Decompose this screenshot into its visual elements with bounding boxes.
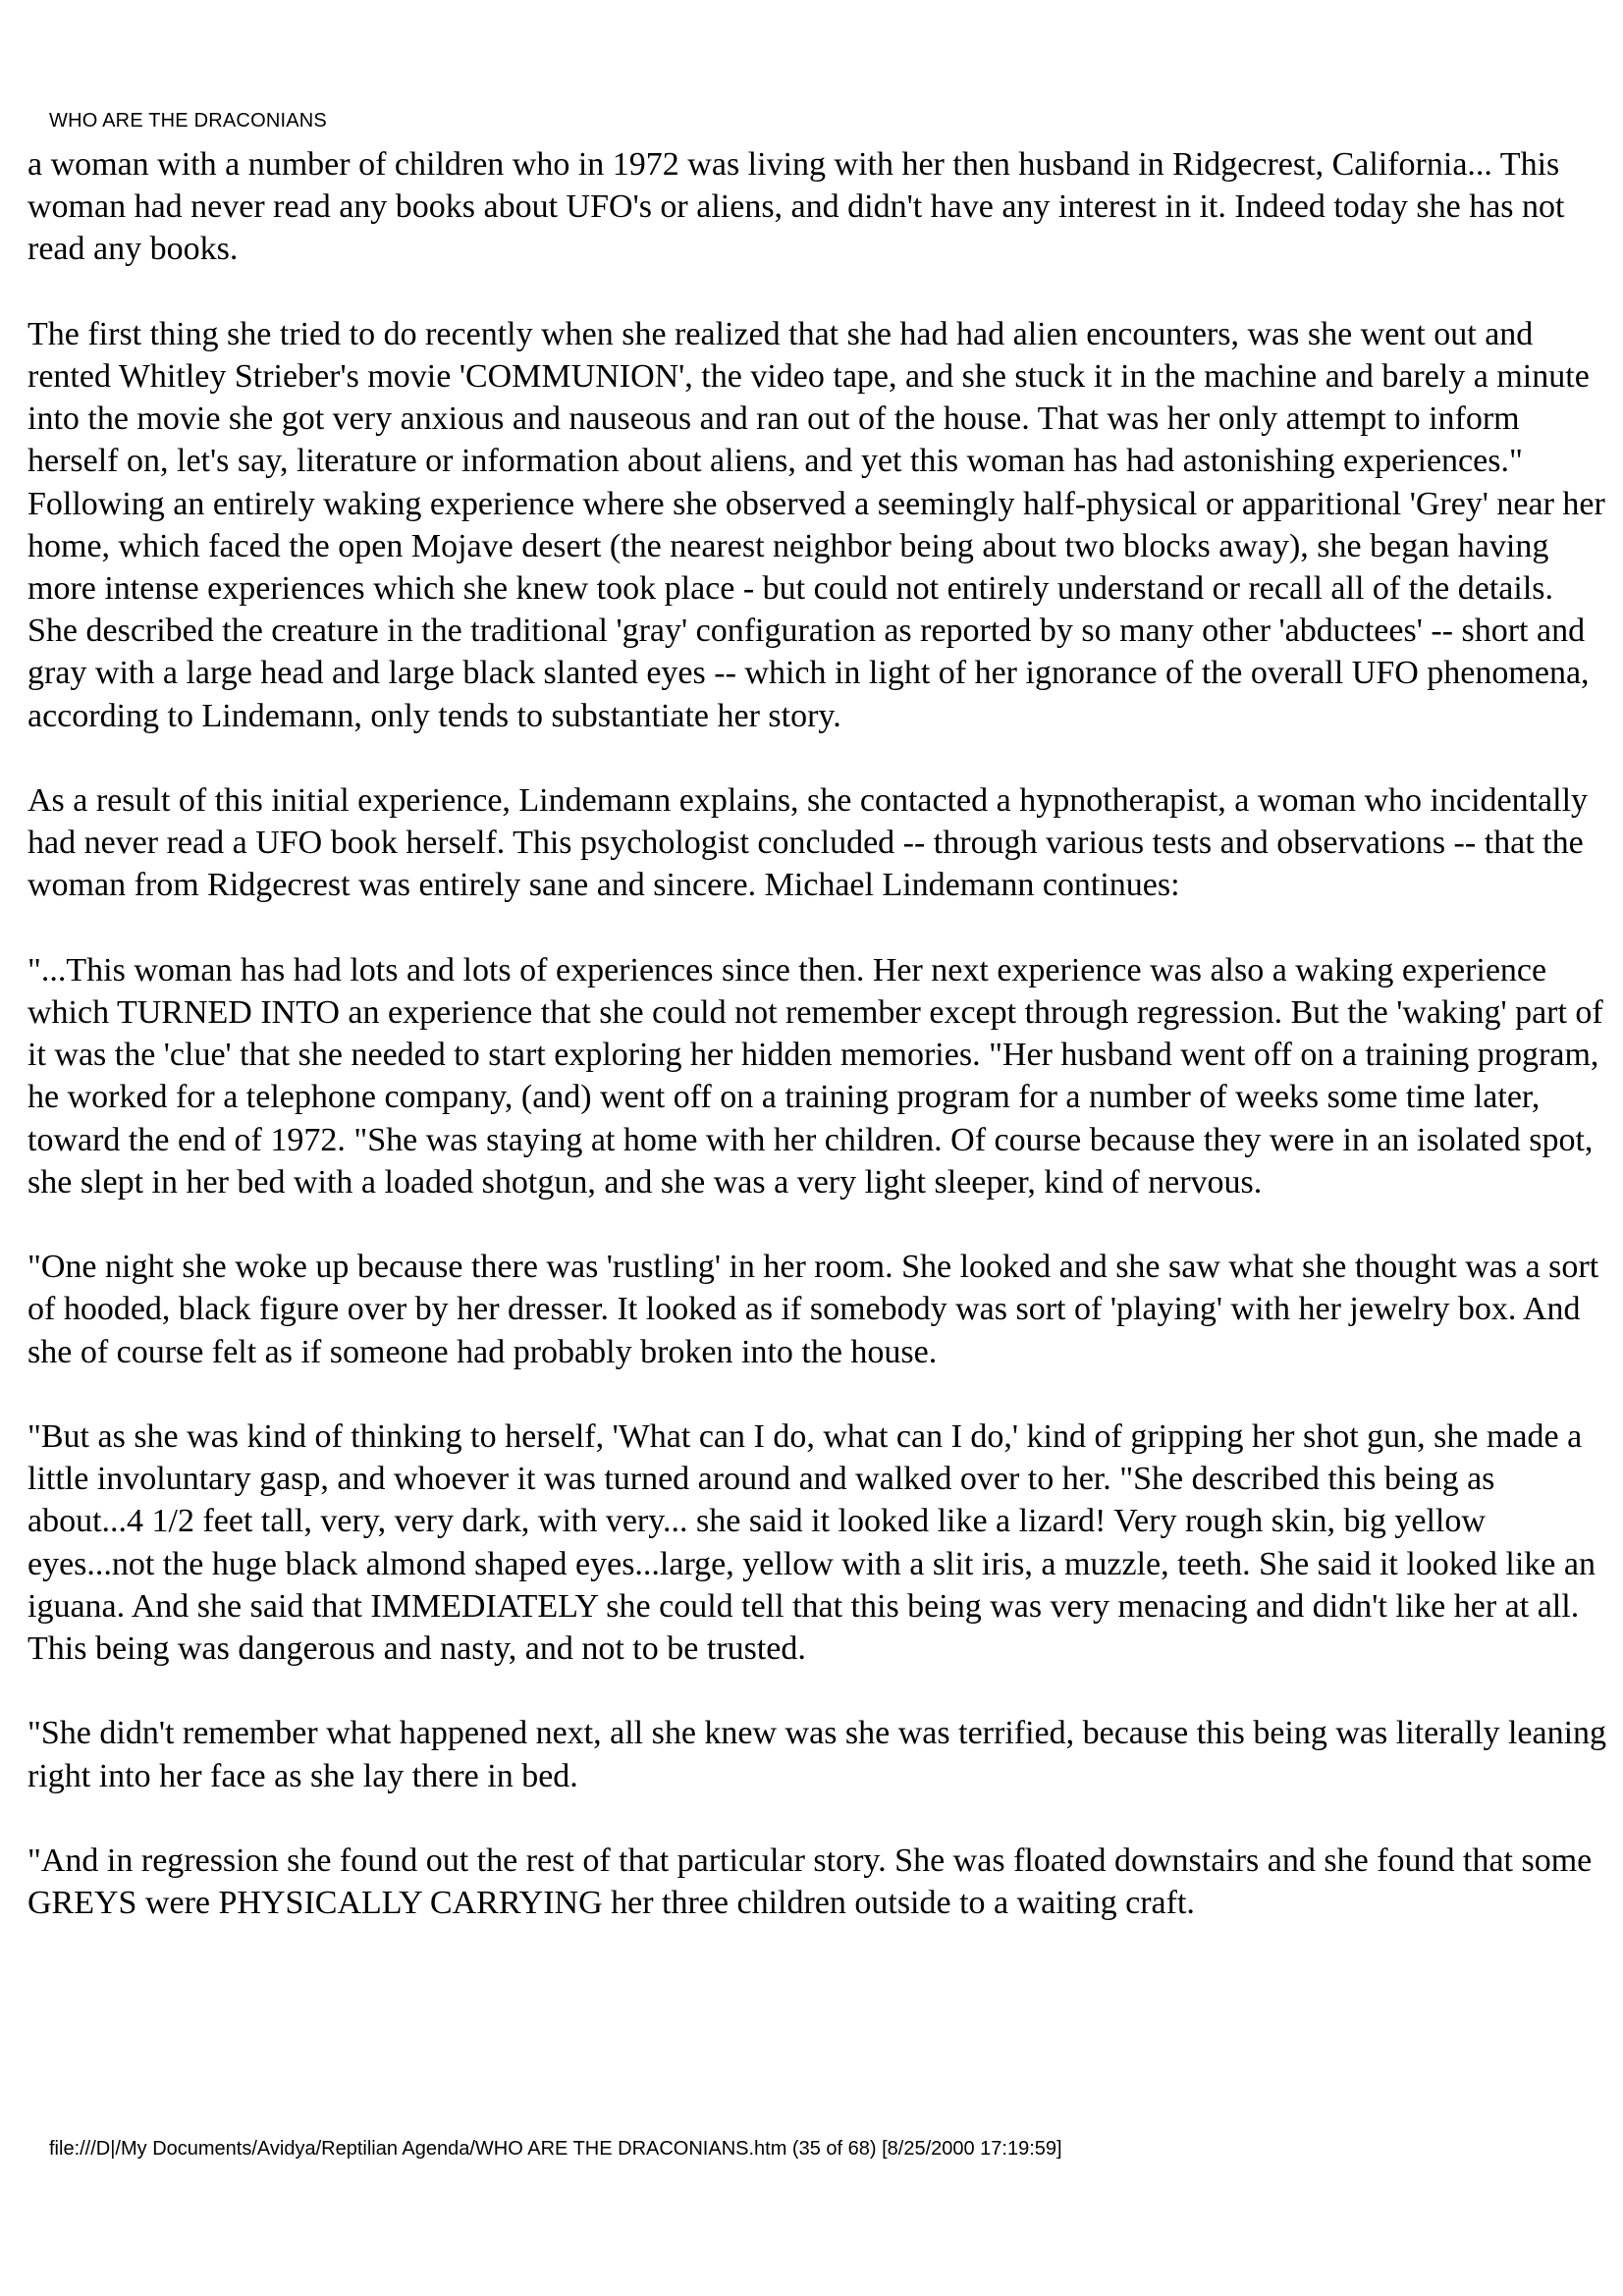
paragraph-8: "And in regression she found out the rest of that particular story. She was floated downstairs and she found that some GREYS were PHYSICALLY CARRYING her three children outside to a waiting craft. bbox=[27, 1842, 1593, 1922]
paragraph-3: As a result of this initial experience, Lindemann explains, she contacted a hypnotherapist, a woman who incidentally had never read a UFO book herself. This psychologist concluded -- through various tests and observations -- that the woman from Ridgecrest was entirely sane and sincere. Michael Lindemann continues: bbox=[27, 782, 1589, 904]
paragraph-6: "But as she was kind of thinking to herself, 'What can I do, what can I do,' kind of gripping her shot gun, she made a little involuntary gasp, and whoever it was turned around and walked over to her. "She described this being as about...4 1/2 feet tall, very, very dark, with very... she said it looked like a lizard! Very rough skin, big yellow eyes...not the huge black almond shaped eyes...large, yellow with a slit iris, a muzzle, teeth. She said it looked like an iguana. And she said that IMMEDIATELY she could tell that this being was very menacing and didn't like her at all. This being was dangerous and nasty, and not to be trusted. bbox=[27, 1418, 1596, 1668]
paragraph-7: "She didn't remember what happened next, all she knew was she was terrified, because this being was literally leaning right into her face as she lay there in bed. bbox=[27, 1715, 1607, 1794]
document-body bbox=[27, 143, 1608, 1967]
page-header-title: WHO ARE THE DRACONIANS bbox=[49, 110, 327, 132]
paragraph-5: "One night she woke up because there was 'rustling' in her room. She looked and she saw what she thought was a sort of hooded, black figure over by her dresser. It looked as if somebody was sort of 'playing' with her jewelry box. And she of course felt as if someone had probably broken into the house. bbox=[27, 1249, 1599, 1370]
paragraph-4: "...This woman has had lots and lots of experiences since then. Her next experience was also a waking experience which TURNED INTO an experience that she could not remember except through regression. But the 'waking' part of it was the 'clue' that she needed to start exploring her hidden memories. "Her husband went off on a training program, he worked for a telephone company, (and) went off on a training program for a number of weeks some time later, toward the end of 1972. "She was staying at home with her children. Of course because they were in an isolated spot, she slept in her bed with a loaded shotgun, and she was a very light sleeper, kind of nervous. bbox=[27, 951, 1603, 1201]
page-footer-file-path: file:///D|/My Documents/Avidya/Reptilian Agenda/WHO ARE THE DRACONIANS.htm (35 of 68) [8/25/2000 17:19:59] bbox=[49, 2138, 1062, 2160]
paragraph-2: The first thing she tried to do recently when she realized that she had had alien encounters, was she went out and rented Whitley Strieber's movie 'COMMUNION', the video tape, and she stuck it in the machine and barely a minute into the movie she got very anxious and nauseous and ran out of the house. That was her only attempt to inform herself on, let's say, literature or information about aliens, and yet this woman has had astonishing experiences." Following an entirely waking experience where she observed a seemingly half-physical or apparitional 'Grey' near her home, which faced the open Mojave desert (the nearest neighbor being about two blocks away), she began having more intense experiences which she knew took place - but could not entirely understand or recall all of the details. She described the creature in the traditional 'gray' configuration as reported by so many other 'abductees' -- short and gray with a large head and large black slanted eyes -- which in light of her ignorance of the overall UFO phenomena, according to Lindemann, only tends to substantiate her story. bbox=[27, 315, 1605, 734]
paragraph-1: a woman with a number of children who in 1972 was living with her then husband in Ridgecrest, California... This woman had never read any books about UFO's or aliens, and didn't have any interest in it. Indeed today she has not read any books. bbox=[27, 146, 1565, 268]
